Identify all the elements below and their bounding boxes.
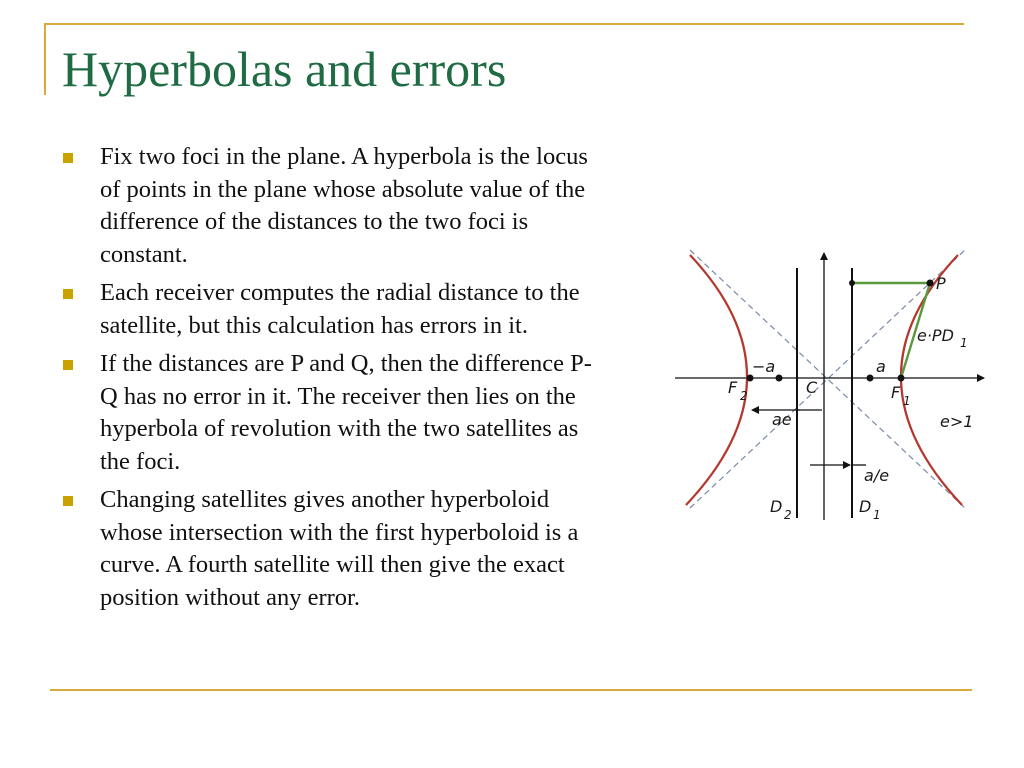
label-d1-sub: 1: [873, 508, 881, 522]
point-f1: [898, 375, 905, 382]
hyperbola-left-branch: [686, 255, 747, 505]
point-d1: [849, 280, 855, 286]
square-bullet-icon: [63, 360, 73, 370]
label-ae: ae: [772, 410, 792, 429]
label-f1-sub: 1: [903, 394, 911, 408]
label-d2: D: [770, 497, 783, 516]
bullet-item: [60, 277, 600, 342]
bullet-item: [60, 484, 600, 614]
left-rule: [44, 23, 46, 95]
square-bullet-icon: [63, 153, 73, 163]
label-epd-sub: 1: [960, 336, 968, 350]
point-p: [927, 280, 934, 287]
label-p: P: [936, 274, 946, 293]
top-rule: [44, 23, 964, 25]
square-bullet-icon: [63, 496, 73, 506]
label-epd: e·PD: [917, 326, 954, 345]
bullet-text: Changing satellites gives another hyperboloid whose intersection with the first hyperboloid is a curve. A fourth satellite will then give the exact position without any error.: [100, 486, 579, 611]
bullet-text: Fix two foci in the plane. A hyperbola is the locus of points in the plane whose absolute value of the difference of the distances to the two foci is constant.: [100, 143, 588, 268]
bullet-item: [60, 348, 600, 478]
slide-title: Hyperbolas and errors: [62, 41, 507, 97]
label-c: C: [806, 378, 818, 397]
bullet-item: [60, 141, 600, 271]
label-a: a: [876, 357, 886, 376]
label-a-over-e: a/e: [864, 466, 890, 485]
bottom-rule: [50, 689, 972, 691]
point-a: [867, 375, 874, 382]
label-e-gt-1: e>1: [940, 412, 974, 431]
label-neg-a: −a: [752, 357, 776, 376]
square-bullet-icon: [63, 289, 73, 299]
bullet-list: [60, 141, 600, 620]
hyperbola-diagram: [670, 245, 990, 525]
label-f1: F: [891, 383, 901, 402]
label-f2: F: [728, 378, 738, 397]
bullet-text: Each receiver computes the radial distance to the satellite, but this calculation has errors in it.: [100, 279, 580, 339]
label-d2-sub: 2: [784, 508, 792, 522]
bullet-text: If the distances are P and Q, then the difference P-Q has no error in it. The receiver then lies on the hyperbola of revolution with the two satellites as the foci.: [100, 350, 592, 475]
label-d1: D: [859, 497, 872, 516]
point-neg-a: [776, 375, 783, 382]
label-f2-sub: 2: [740, 389, 748, 403]
hyperbola-right-branch: [901, 255, 962, 505]
